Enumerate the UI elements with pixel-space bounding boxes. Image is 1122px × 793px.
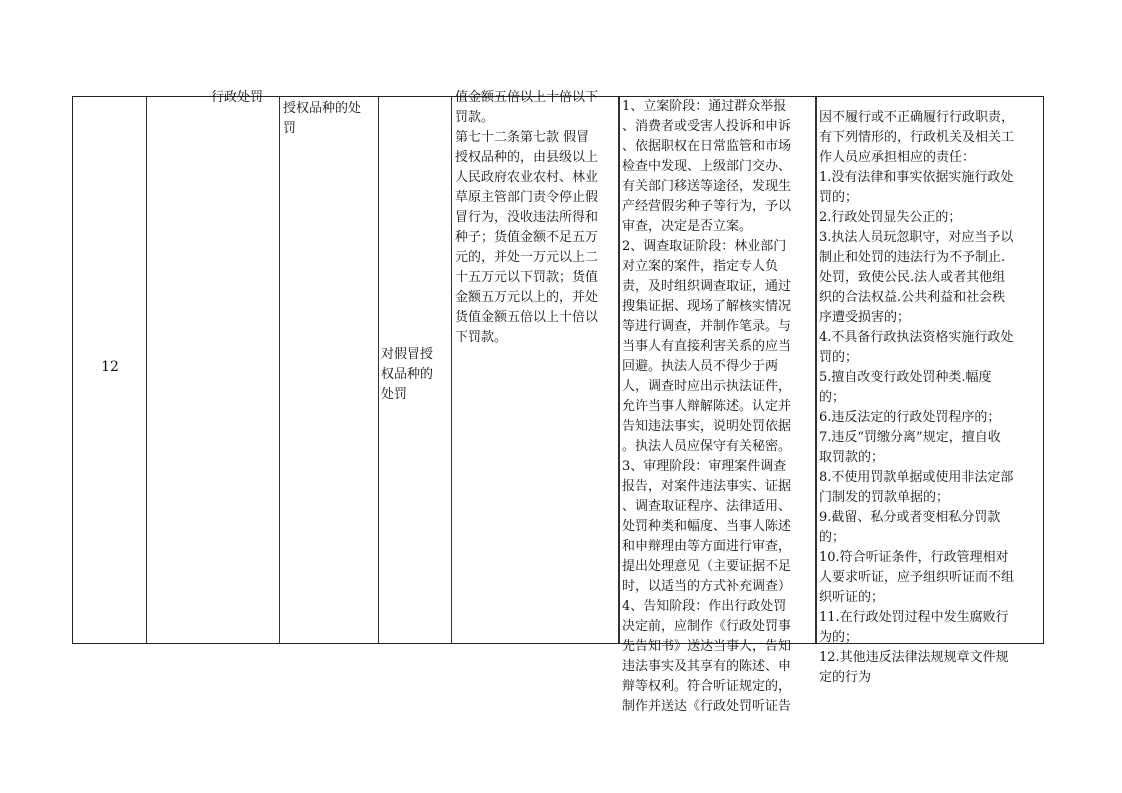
row-number: 12 xyxy=(101,359,119,375)
item-name-text: 授权品种的处 罚 xyxy=(283,101,362,136)
category-cell xyxy=(209,90,277,117)
basis-text: 值金额五倍以上十倍以下 罚款。 第七十二条第七款 假冒 授权品种的，由县级以上 人民政府农业农村、林业 草原主管部门责令停止假 冒行为，没收违法所得和 种子；货值金额不足五万 元的，并处一万元以上二 十五万元以下罚款；货值 金额五万元以上的，并处 货值金额五倍以上十倍以 下罚款。 xyxy=(455,90,599,345)
sub-item-name-text: 对假冒授 权品种的 处罚 xyxy=(381,347,434,402)
column-divider xyxy=(618,97,620,643)
column-divider xyxy=(451,97,452,643)
column-divider xyxy=(815,97,817,643)
column-divider xyxy=(279,97,280,643)
basis-cell xyxy=(453,90,617,643)
procedure-text: 1、立案阶段：通过群众举报 、消费者或受害人投诉和申诉 、依据职权在日常监管和市场 检查中发现、上级部门交办、 有关部门移送等途径，发现生 产经营假劣种子等行为，予以 审查，决定是否立案。 2、调查取证阶段：林业部门 对立案的案件，指定专人负 责，及时组织调查取证，通过 搜集证据、现场了解核实情况 等进行调查，并制作笔录。与 当事人有直接利害关系的应当 回避。执法人员不得少于两 人，调查时应出示执法证件， 允许当事人辩解陈述。认定并 告知违法事实，说明处罚依据 。执法人员应保守有关秘密。 3、审理阶段：审理案件调查 报告，对案件违法事实、证据 、调查取证程序、法律适用、 处罚种类和幅度、当事人陈述 和申辩理由等方面进行审查， 提出处理意见（主要证据不足 时，以适当的方式补充调查） 4、告知阶段：作出行政处罚 决定前，应制作《行政处罚事 先告知书》送达当事人，告知 违法事实及其享有的陈述、申 辩等权利。符合听证规定的， 制作并送达《行政处罚听证告 xyxy=(622,99,792,714)
liability-text: 因不履行或不正确履行行政职责， 有下列情形的，行政机关及相关工 作人员应承担相应的责任： 1.没有法律和事实依据实施行政处 罚的； 2.行政处罚显失公正的； 3.执法人员玩忽职守，对应当予以 制止和处罚的违法行为不予制止. 处罚，致使公民.法人或者其他组 织的合法权益.公共利益和社会秩 序遭受损害的； 4.不具备行政执法资格实施行政处 罚的； 5.擅自改变行政处罚种类.幅度 的； 6.违反法定的行政处罚程序的； 7.违反“罚缴分离”规定，擅自收 取罚款的； 8.不使用罚款单据或使用非法定部 门制发的罚款单据的； 9.截留、私分或者变相私分罚款 的； 10.符合听证条件，行政管理相对 人要求听证，应予组织听证而不组 织听证的； 11.在行政处罚过程中发生腐败行 为的； 12.其他违反法律法规规章文件规 定的行为 xyxy=(819,110,1015,685)
category-text: 行政处罚 xyxy=(211,90,264,105)
table-row xyxy=(72,90,1044,714)
column-divider xyxy=(378,97,379,643)
procedure-cell xyxy=(621,97,814,714)
